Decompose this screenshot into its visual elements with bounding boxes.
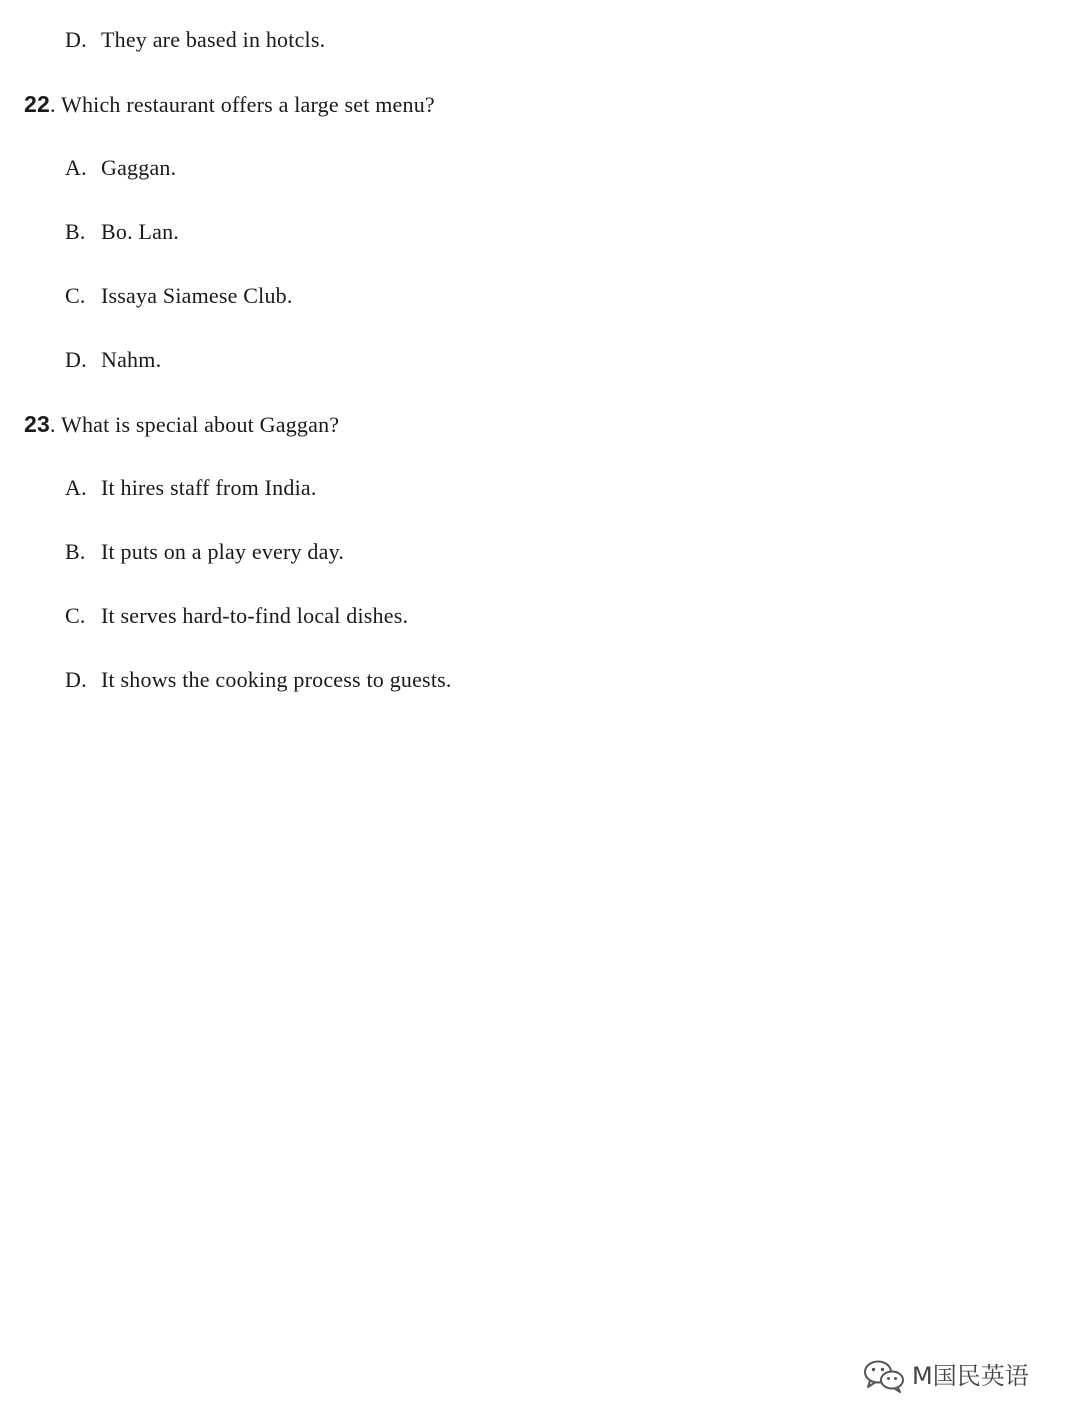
option-letter: D. [65, 27, 87, 52]
option-letter: D. [65, 667, 87, 692]
question-23-option-a [65, 474, 317, 502]
option-text: Nahm. [101, 347, 162, 372]
question-22 [24, 90, 435, 119]
question-22-option-b [65, 218, 179, 246]
option-text: It puts on a play every day. [101, 539, 345, 564]
question-text: . What is special about Gaggan? [49, 412, 340, 437]
option-text: It shows the cooking process to guests. [101, 667, 452, 692]
question-23-option-c [65, 602, 408, 630]
option-text: They are based in hotcls. [101, 27, 326, 52]
option-text: Bo. Lan. [101, 219, 179, 244]
question-23 [24, 410, 339, 439]
wechat-icon [862, 1359, 906, 1393]
option-d-prev [65, 26, 325, 54]
option-text: Issaya Siamese Club. [101, 283, 293, 308]
option-letter: A. [65, 155, 87, 180]
option-letter: C. [65, 603, 86, 628]
option-letter: C. [65, 283, 86, 308]
question-23-option-b [65, 538, 344, 566]
option-letter: D. [65, 347, 87, 372]
option-letter: B. [65, 219, 86, 244]
option-text: Gaggan. [101, 155, 177, 180]
watermark-text: M国民英语 [912, 1362, 1029, 1390]
option-letter: B. [65, 539, 86, 564]
question-number: 22 [24, 91, 50, 117]
watermark [862, 1356, 1029, 1396]
question-22-option-c [65, 282, 293, 310]
question-number: 23 [24, 411, 50, 437]
question-22-option-a [65, 154, 176, 182]
option-text: It serves hard-to-find local dishes. [101, 603, 409, 628]
option-text: It hires staff from India. [101, 475, 317, 500]
option-letter: A. [65, 475, 87, 500]
question-text: . Which restaurant offers a large set menu? [49, 92, 435, 117]
question-23-option-d [65, 666, 452, 694]
question-22-option-d [65, 346, 161, 374]
